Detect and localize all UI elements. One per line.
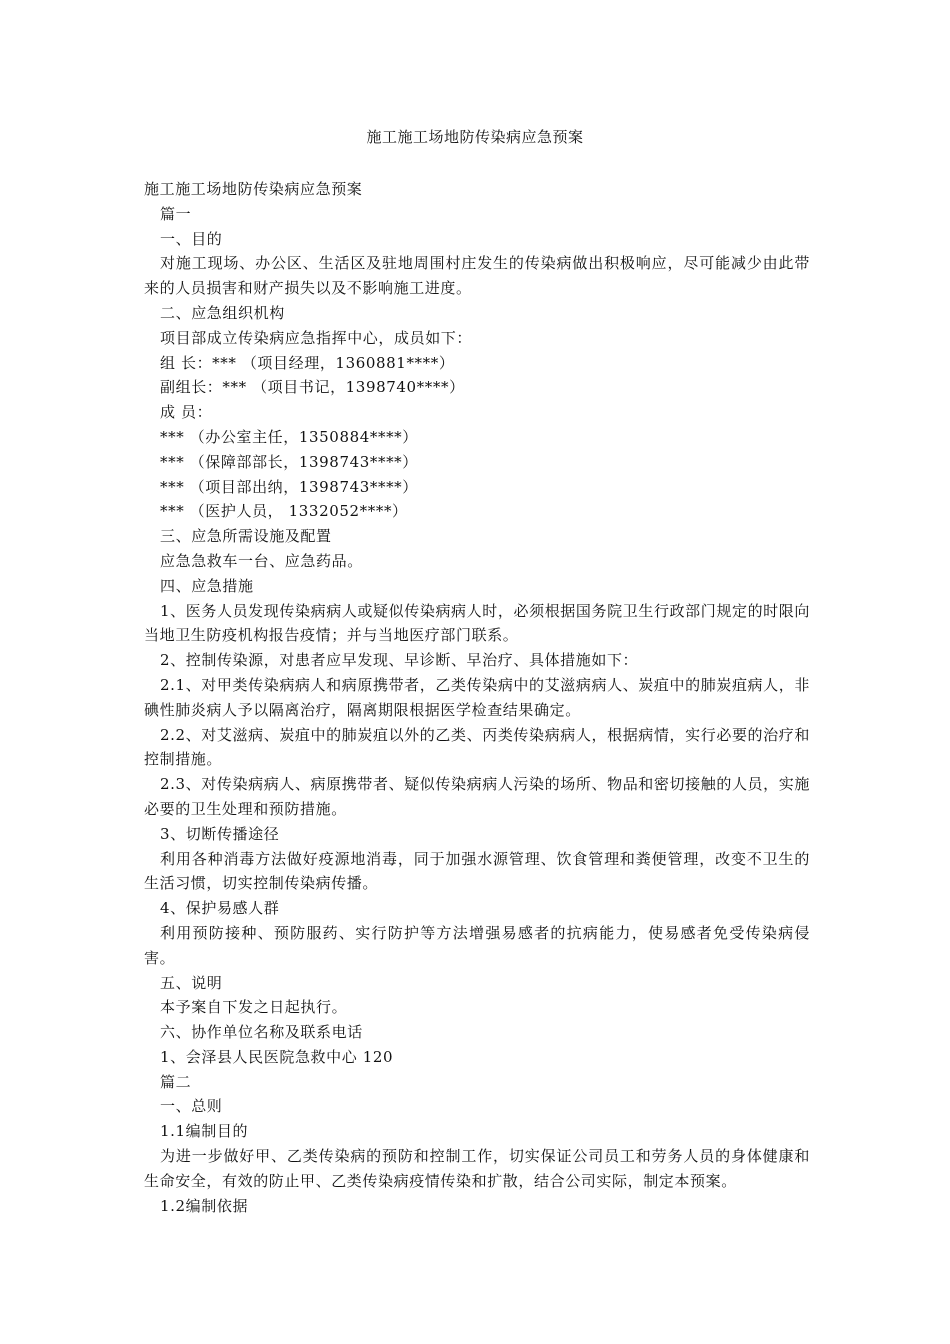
paragraph-measure-1: 1、医务人员发现传染病病人或疑似传染病病人时，必须根据国务院卫生行政部门规定的时限向当地卫生防疫机构报告疫情；并与当地医疗部门联系。 (144, 601, 810, 645)
paragraph-organization-intro: 项目部成立传染病应急指挥中心，成员如下： (160, 328, 473, 347)
heading-notes: 五、说明 (160, 973, 223, 992)
paragraph-measure-2-2: 2.2、对艾滋病、炭疽中的肺炭疽以外的乙类、丙类传染病病人，根据病情，实行必要的治疗和控制措施。 (144, 725, 810, 769)
heading-general: 一、总则 (160, 1097, 223, 1116)
heading-1-1: 1.1编制目的 (160, 1122, 249, 1141)
paragraph-facilities: 应急急救车一台、应急药品。 (160, 551, 363, 570)
section-label-part-one: 篇一 (160, 204, 192, 223)
member-logistics-head: *** （保障部部长，1398743****） (160, 452, 418, 471)
paragraph-purpose: 对施工现场、办公区、生活区及驻地周围村庄发生的传染病做出积极响应，尽可能减少由此带来的人员损害和财产损失以及不影响施工进度。 (144, 254, 810, 298)
heading-facilities: 三、应急所需设施及配置 (160, 527, 332, 546)
document-title: 施工施工场地防传染病应急预案 (366, 128, 584, 146)
member-medical-staff: *** （医护人员， 1332052****） (160, 502, 408, 521)
heading-organization: 二、应急组织机构 (160, 303, 285, 322)
member-office-director: *** （办公室主任，1350884****） (160, 427, 418, 446)
paragraph-measure-2-1: 2.1、对甲类传染病病人和病原携带者，乙类传染病中的艾滋病病人、炭疽中的肺炭疽病人，非碘性肺炎病人予以隔离治疗，隔离期限根据医学检查结果确定。 (144, 675, 810, 719)
member-cashier: *** （项目部出纳，1398743****） (160, 477, 418, 496)
paragraph-notes: 本予案自下发之日起执行。 (160, 998, 348, 1017)
member-leader: 组 长：*** （项目经理，1360881****） (160, 353, 455, 372)
paragraph-measure-2-3: 2.3、对传染病病人、病原携带者、疑似传染病病人污染的场所、物品和密切接触的人员，实施必要的卫生处理和预防措施。 (144, 775, 810, 818)
member-deputy-leader: 副组长：*** （项目书记，1398740****） (160, 378, 465, 397)
paragraph-measure-3: 利用各种消毒方法做好疫源地消毒，同于加强水源管理、饮食管理和粪便管理，改变不卫生的生活习惯，切实控制传染病传播。 (144, 849, 810, 893)
heading-measures: 四、应急措施 (160, 576, 254, 595)
paragraph-measure-4: 利用预防接种、预防服药、实行防护等方法增强易感者的抗病能力，使易感者免受传染病侵害。 (144, 923, 810, 967)
body-heading: 施工施工场地防传染病应急预案 (144, 180, 363, 198)
paragraph-partner-1: 1、会泽县人民医院急救中心 120 (160, 1047, 394, 1066)
members-label: 成 员： (160, 403, 213, 422)
section-label-part-two: 篇二 (160, 1072, 192, 1091)
heading-1-2: 1.2编制依据 (160, 1196, 249, 1215)
document-body (144, 177, 810, 1218)
paragraph-measure-2: 2、控制传染源，对患者应早发现、早诊断、早治疗、具体措施如下： (160, 651, 639, 670)
heading-measure-4: 4、保护易感人群 (160, 899, 280, 918)
paragraph-1-1: 为进一步做好甲、乙类传染病的预防和控制工作，切实保证公司员工和劳务人员的身体健康和生命安全，有效的防止甲、乙类传染病疫情传染和扩散，结合公司实际，制定本预案。 (144, 1147, 810, 1190)
heading-measure-3: 3、切断传播途径 (160, 824, 280, 843)
heading-partners: 六、协作单位名称及联系电话 (160, 1023, 363, 1042)
heading-purpose: 一、目的 (160, 229, 223, 248)
